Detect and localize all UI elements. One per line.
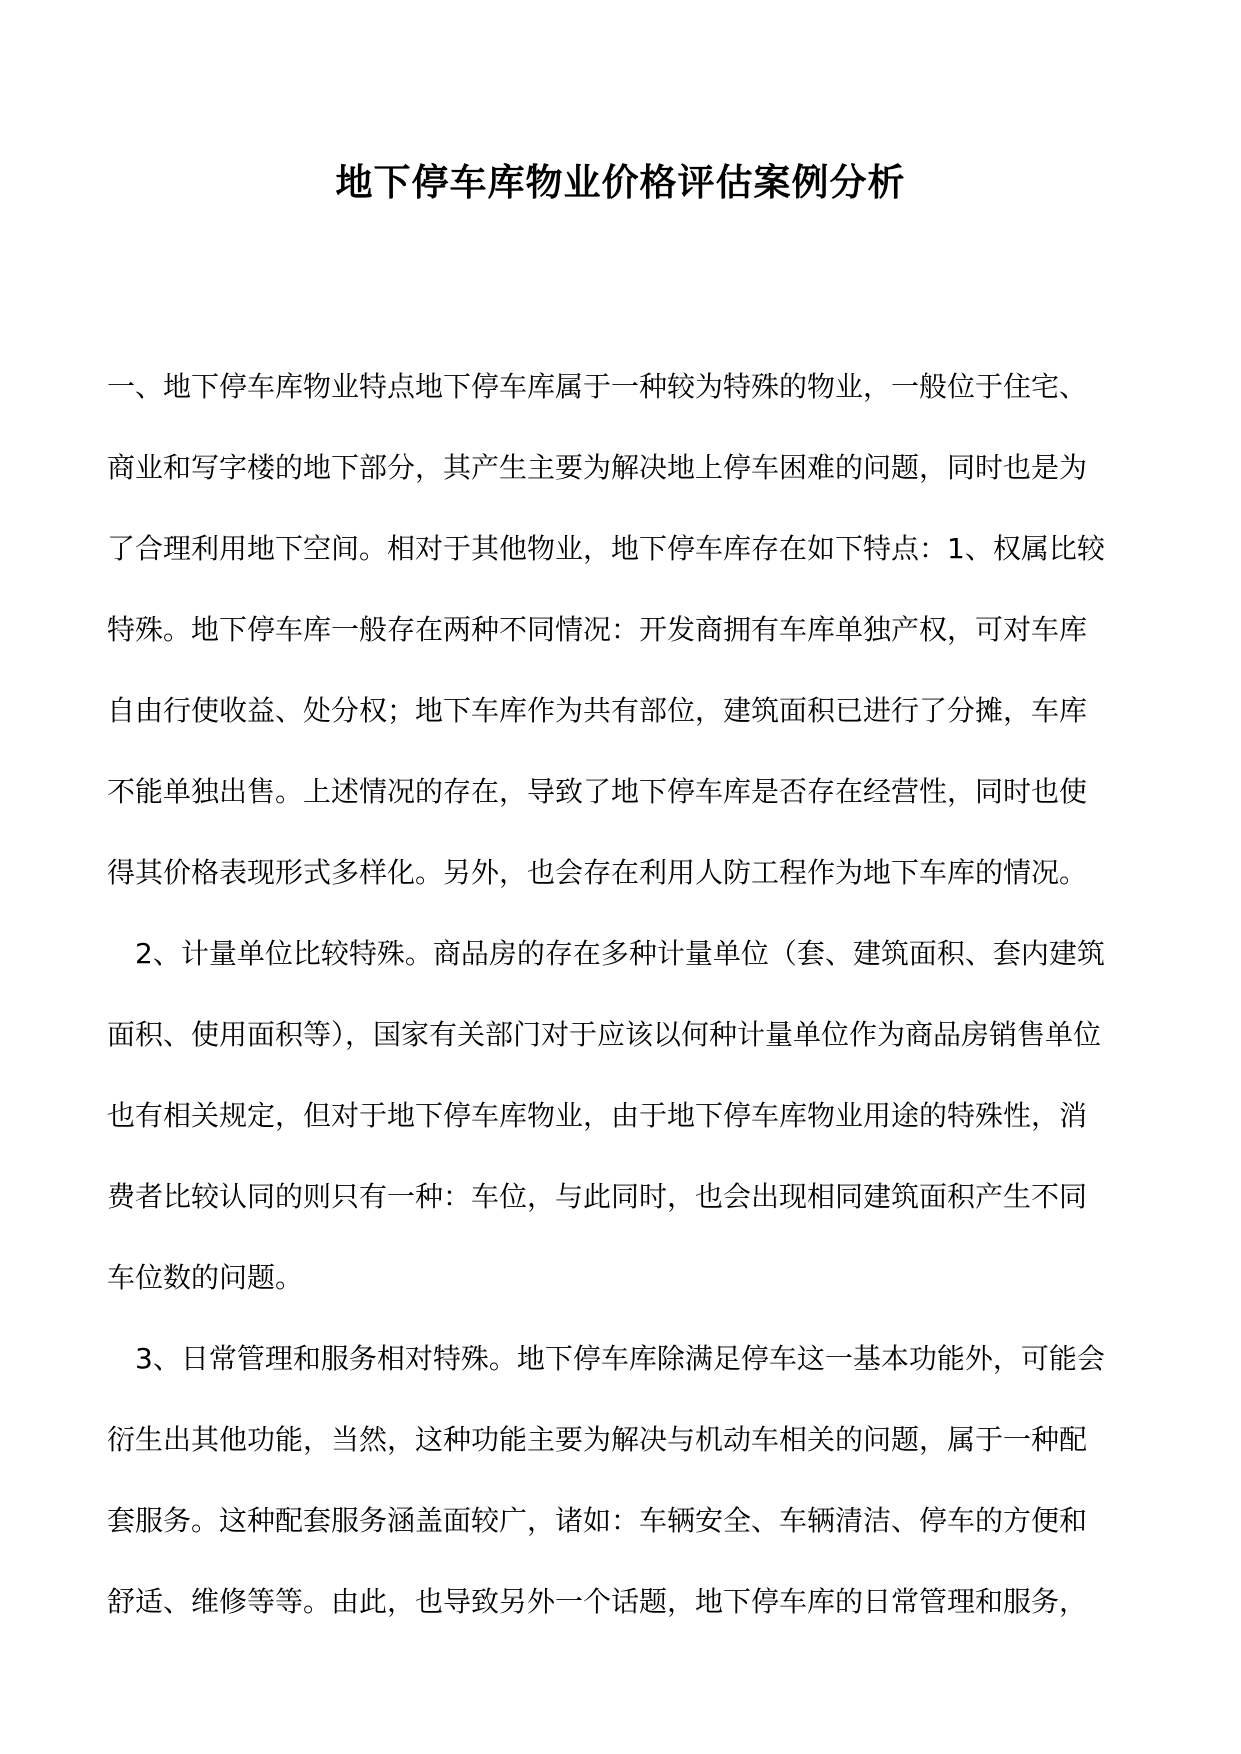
body-line: 一、地下停车库物业特点地下停车库属于一种较为特殊的物业，一般位于住宅、 — [107, 370, 1088, 403]
body-line: 车位数的问题。 — [107, 1261, 304, 1294]
body-line: 面积、使用面积等），国家有关部门对于应该以何种计量单位作为商品房销售单位 — [107, 1018, 1102, 1051]
body-line: 费者比较认同的则只有一种：车位，与此同时，也会出现相同建筑面积产生不同 — [107, 1180, 1088, 1213]
body-line: 商业和写字楼的地下部分，其产生主要为解决地上停车困难的问题，同时也是为 — [107, 451, 1088, 484]
body-line: 得其价格表现形式多样化。另外，也会存在利用人防工程作为地下车库的情况。 — [107, 856, 1088, 889]
body-line: 舒适、维修等等。由此，也导致另外一个话题，地下停车库的日常管理和服务， — [107, 1585, 1088, 1618]
body-line: 不能单独出售。上述情况的存在，导致了地下停车库是否存在经营性，同时也使 — [107, 775, 1088, 808]
body-line: 了合理利用地下空间。相对于其他物业，地下停车库存在如下特点：1、权属比较 — [107, 532, 1105, 565]
document-body — [107, 346, 1139, 1642]
body-line: 自由行使收益、处分权；地下车库作为共有部位，建筑面积已进行了分摊，车库 — [107, 694, 1088, 727]
body-line: 2、计量单位比较特殊。商品房的存在多种计量单位（套、建筑面积、套内建筑 — [135, 937, 1105, 970]
body-line: 衍生出其他功能，当然，这种功能主要为解决与机动车相关的问题，属于一种配 — [107, 1423, 1088, 1456]
body-line: 3、日常管理和服务相对特殊。地下停车库除满足停车这一基本功能外，可能会 — [135, 1342, 1105, 1375]
body-line: 套服务。这种配套服务涵盖面较广，诸如：车辆安全、车辆清洁、停车的方便和 — [107, 1504, 1088, 1537]
body-line: 特殊。地下停车库一般存在两种不同情况：开发商拥有车库单独产权，可对车库 — [107, 613, 1088, 646]
body-line: 也有相关规定，但对于地下停车库物业，由于地下停车库物业用途的特殊性，消 — [107, 1099, 1088, 1132]
document-title: 地下停车库物业价格评估案例分析 — [335, 161, 906, 204]
